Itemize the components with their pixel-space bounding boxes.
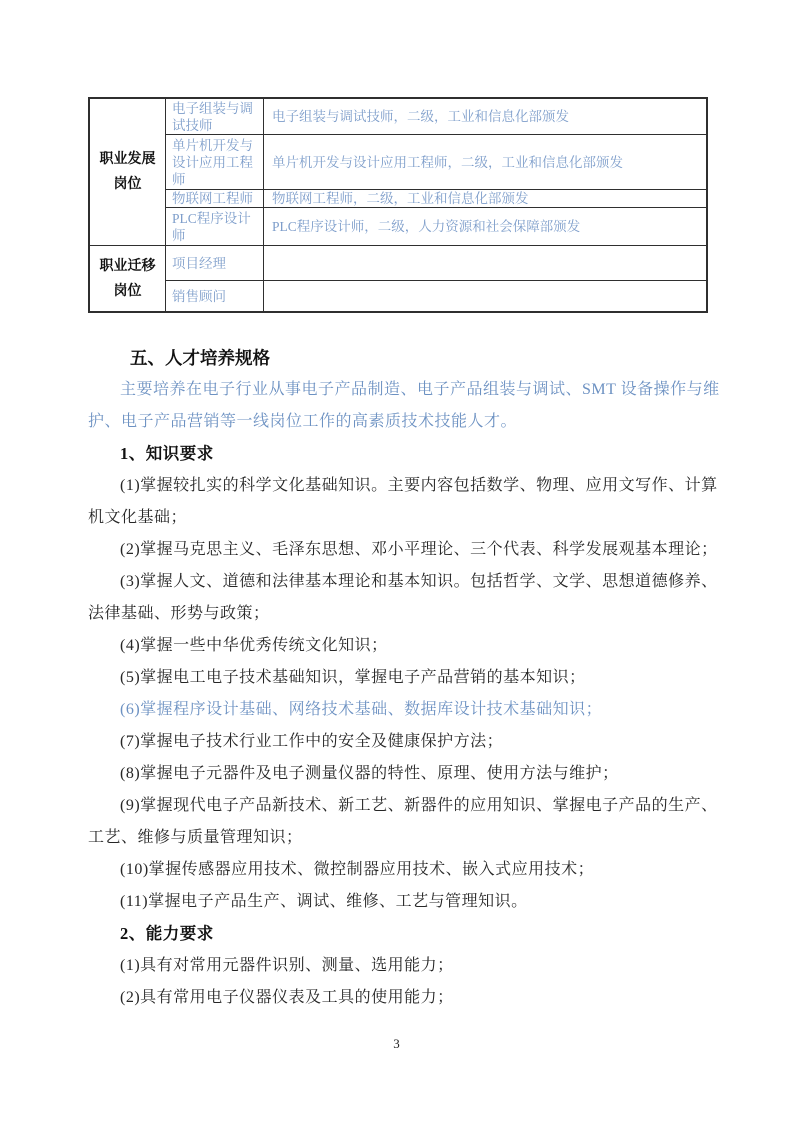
position-cell: PLC程序设计师 <box>166 208 264 246</box>
knowledge-item-line: 机文化基础； <box>88 509 188 526</box>
knowledge-item-line: (5)掌握电工电子技术基础知识，掌握电子产品营销的基本知识； <box>120 669 586 686</box>
ability-requirements-heading: 2、能力要求 <box>120 924 214 943</box>
knowledge-item-line: 工艺、维修与质量管理知识； <box>88 829 303 846</box>
position-certificate-table <box>88 97 708 313</box>
position-cell: 项目经理 <box>166 246 264 281</box>
ability-item-line: (2)具有常用电子仪器仪表及工具的使用能力； <box>120 989 454 1006</box>
knowledge-item-line: (2)掌握马克思主义、毛泽东思想、邓小平理论、三个代表、科学发展观基本理论； <box>120 541 718 558</box>
body-text-column <box>88 374 748 1014</box>
knowledge-item-line: (8)掌握电子元器件及电子测量仪器的特性、原理、使用方法与维护； <box>120 765 619 782</box>
section-heading: 五、人才培养规格 <box>130 348 270 368</box>
position-cell: 单片机开发与设计应用工程师 <box>166 135 264 190</box>
certificate-cell <box>264 281 706 311</box>
certificate-cell: 电子组装与调试技师，二级，工业和信息化部颁发 <box>264 99 706 135</box>
row-group-label-line: 职业迁移 <box>99 258 156 274</box>
certificate-cell: PLC程序设计师，二级，人力资源和社会保障部颁发 <box>264 208 706 246</box>
knowledge-item-line: (7)掌握电子技术行业工作中的安全及健康保护方法； <box>120 733 504 750</box>
position-cell: 物联网工程师 <box>166 190 264 208</box>
row-group-label-career-migration <box>90 246 166 311</box>
knowledge-item-line: (10)掌握传感器应用技术、微控制器应用技术、嵌入式应用技术； <box>120 861 595 878</box>
page-number: 3 <box>393 1036 400 1051</box>
row-group-label-line: 岗位 <box>113 283 142 299</box>
knowledge-item-line: (3)掌握人文、道德和法律基本理论和基本知识。包括哲学、文学、思想道德修养、 <box>120 573 718 590</box>
knowledge-item-line: (11)掌握电子产品生产、调试、维修、工艺与管理知识。 <box>120 893 528 910</box>
certificate-cell <box>264 246 706 281</box>
knowledge-item-line: (1)掌握较扎实的科学文化基础知识。主要内容包括数学、物理、应用文写作、计算 <box>120 477 718 494</box>
row-group-label-line: 岗位 <box>113 177 142 192</box>
knowledge-requirements-heading: 1、知识要求 <box>120 444 214 463</box>
ability-item-line: (1)具有对常用元器件识别、测量、选用能力； <box>120 957 454 974</box>
intro-paragraph-line: 主要培养在电子行业从事电子产品制造、电子产品组装与调试、SMT 设备操作与维 <box>120 381 720 398</box>
certificate-cell: 单片机开发与设计应用工程师，二级，工业和信息化部颁发 <box>264 135 706 190</box>
position-cell: 销售顾问 <box>166 281 264 311</box>
row-group-label-career-development <box>90 99 166 246</box>
knowledge-item-line: (9)掌握现代电子产品新技术、新工艺、新器件的应用知识、掌握电子产品的生产、 <box>120 797 718 814</box>
certificate-cell: 物联网工程师，二级，工业和信息化部颁发 <box>264 190 706 208</box>
position-cell: 电子组装与调试技师 <box>166 99 264 135</box>
knowledge-item-line: 法律基础、形势与政策； <box>88 605 270 622</box>
knowledge-item-line: (6)掌握程序设计基础、网络技术基础、数据库设计技术基础知识； <box>120 701 603 718</box>
intro-paragraph-line: 护、电子产品营销等一线岗位工作的高素质技术技能人才。 <box>88 413 518 430</box>
row-group-label-line: 职业发展 <box>99 152 156 167</box>
knowledge-item-line: (4)掌握一些中华优秀传统文化知识； <box>120 637 388 654</box>
